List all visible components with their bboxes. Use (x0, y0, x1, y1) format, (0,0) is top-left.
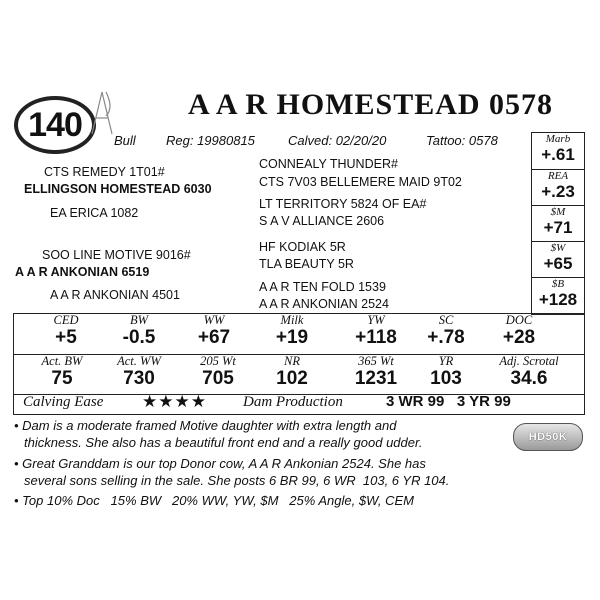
epd-value: +65 (543, 254, 573, 273)
sire-sire-sire: CONNEALY THUNDER# (259, 157, 398, 171)
calving-ease-label: Calving Ease (23, 394, 104, 410)
actual-value: 705 (202, 368, 234, 389)
epd-bw (104, 314, 174, 349)
side-epd-column (531, 132, 585, 315)
epd-value: +5 (55, 327, 77, 348)
epd-yw (341, 314, 411, 349)
dam-dam: A A R ANKONIAN 4501 (50, 288, 180, 302)
epd-label: SC (438, 313, 454, 327)
epd-value: +.23 (541, 182, 575, 201)
epd-value: +67 (197, 327, 231, 348)
epd-label: REA (547, 170, 569, 182)
epd-value: +19 (275, 327, 309, 348)
epd-label: Marb (545, 133, 571, 145)
sire-dam-dam: S A V ALLIANCE 2606 (259, 214, 385, 228)
registration-info (114, 133, 532, 148)
actual-label: 365 Wt (358, 354, 394, 368)
dam: A A R ANKONIAN 6519 (15, 265, 150, 279)
actual-365wt (341, 355, 411, 390)
epd-label: $M (550, 206, 566, 218)
actual-nr (257, 355, 327, 390)
note-line: • Top 10% Doc 15% BW 20% WW, YW, $M 25% Angle, $W, CEM (14, 493, 414, 508)
actual-label: NR (284, 354, 300, 368)
epd-milk (257, 314, 327, 349)
actual-205wt (183, 355, 253, 390)
actual-label: Act. BW (41, 354, 83, 368)
actual-value: 102 (276, 368, 308, 389)
epd-doc (484, 314, 554, 349)
lot-number: 140 (28, 105, 82, 144)
epd-label: $B (551, 278, 565, 290)
epd-m (532, 205, 584, 242)
dam-sire-dam: TLA BEAUTY 5R (259, 257, 354, 271)
epd-b (532, 277, 584, 314)
sire-sire: CTS REMEDY 1T01# (44, 165, 165, 179)
note-line: • Dam is a moderate framed Motive daughter with extra length and (14, 418, 397, 433)
actual-value: 75 (51, 368, 73, 389)
dam-sire: SOO LINE MOTIVE 9016# (42, 248, 191, 262)
sire-dam-sire: LT TERRITORY 5824 OF EA# (259, 197, 427, 211)
actual-label: YR (438, 354, 454, 368)
actual-value: 34.6 (510, 368, 548, 389)
actual-label: 205 Wt (200, 354, 236, 368)
note-line: several sons selling in the sale. She posts 6 BR 99, 6 WR 103, 6 YR 104. (24, 473, 450, 488)
actual-bw (27, 355, 97, 390)
epd-ced (31, 314, 101, 349)
lot-number-badge (14, 96, 96, 154)
epd-sc (411, 314, 481, 349)
epd-marb (532, 133, 584, 169)
actual-ww (104, 355, 174, 390)
dam-production-label: Dam Production (243, 394, 343, 410)
dam-dam-dam: A A R ANKONIAN 2524 (259, 297, 389, 311)
actual-yr (411, 355, 481, 390)
epd-value: -0.5 (122, 327, 156, 348)
calved-date: Calved: 02/20/20 (288, 133, 387, 148)
epd-label: WW (203, 313, 225, 327)
epd-value: +.61 (541, 145, 575, 164)
tattoo: Tattoo: 0578 (426, 133, 498, 148)
epd-value: +128 (538, 290, 578, 309)
sire-sire-dam: CTS 7V03 BELLEMERE MAID 9T02 (259, 175, 462, 189)
epd-label: CED (53, 313, 79, 327)
sire: ELLINGSON HOMESTEAD 6030 (24, 182, 212, 196)
epd-value: +118 (355, 327, 397, 348)
actual-value: 103 (430, 368, 462, 389)
note-line: • Great Granddam is our top Donor cow, A A R Ankonian 2524. She has (14, 456, 426, 471)
epd-label: DOC (505, 313, 533, 327)
actual-value: 1231 (354, 368, 398, 389)
animal-name: A A R HOMESTEAD 0578 (188, 88, 554, 121)
dam-dam-sire: A A R TEN FOLD 1539 (259, 280, 386, 294)
dam-sire-sire: HF KODIAK 5R (259, 240, 346, 254)
hd50k-badge: HD50K (513, 423, 583, 451)
epd-value: +.78 (427, 327, 465, 348)
epd-label: $W (550, 242, 566, 254)
actual-label: Act. WW (117, 354, 161, 368)
epd-label: YW (367, 313, 385, 327)
epd-value: +28 (502, 327, 536, 348)
epd-ww (179, 314, 249, 349)
note-line: thickness. She also has a beautiful front end and a really good udder. (24, 435, 423, 450)
epd-w (532, 241, 584, 278)
sex: Bull (114, 133, 136, 148)
actual-value: 730 (123, 368, 155, 389)
actual-label: Adj. Scrotal (499, 354, 559, 368)
actual-scrotal (484, 355, 574, 390)
epd-label: BW (129, 313, 149, 327)
epd-label: Milk (280, 313, 304, 327)
calving-ease-stars: ★★★★ (142, 392, 207, 411)
registration-number: Reg: 19980815 (166, 133, 255, 148)
epd-rea (532, 169, 584, 206)
epd-value: +71 (543, 218, 573, 237)
dam-production-value: 3 WR 99 3 YR 99 (386, 393, 511, 410)
sire-dam: EA ERICA 1082 (50, 206, 139, 220)
